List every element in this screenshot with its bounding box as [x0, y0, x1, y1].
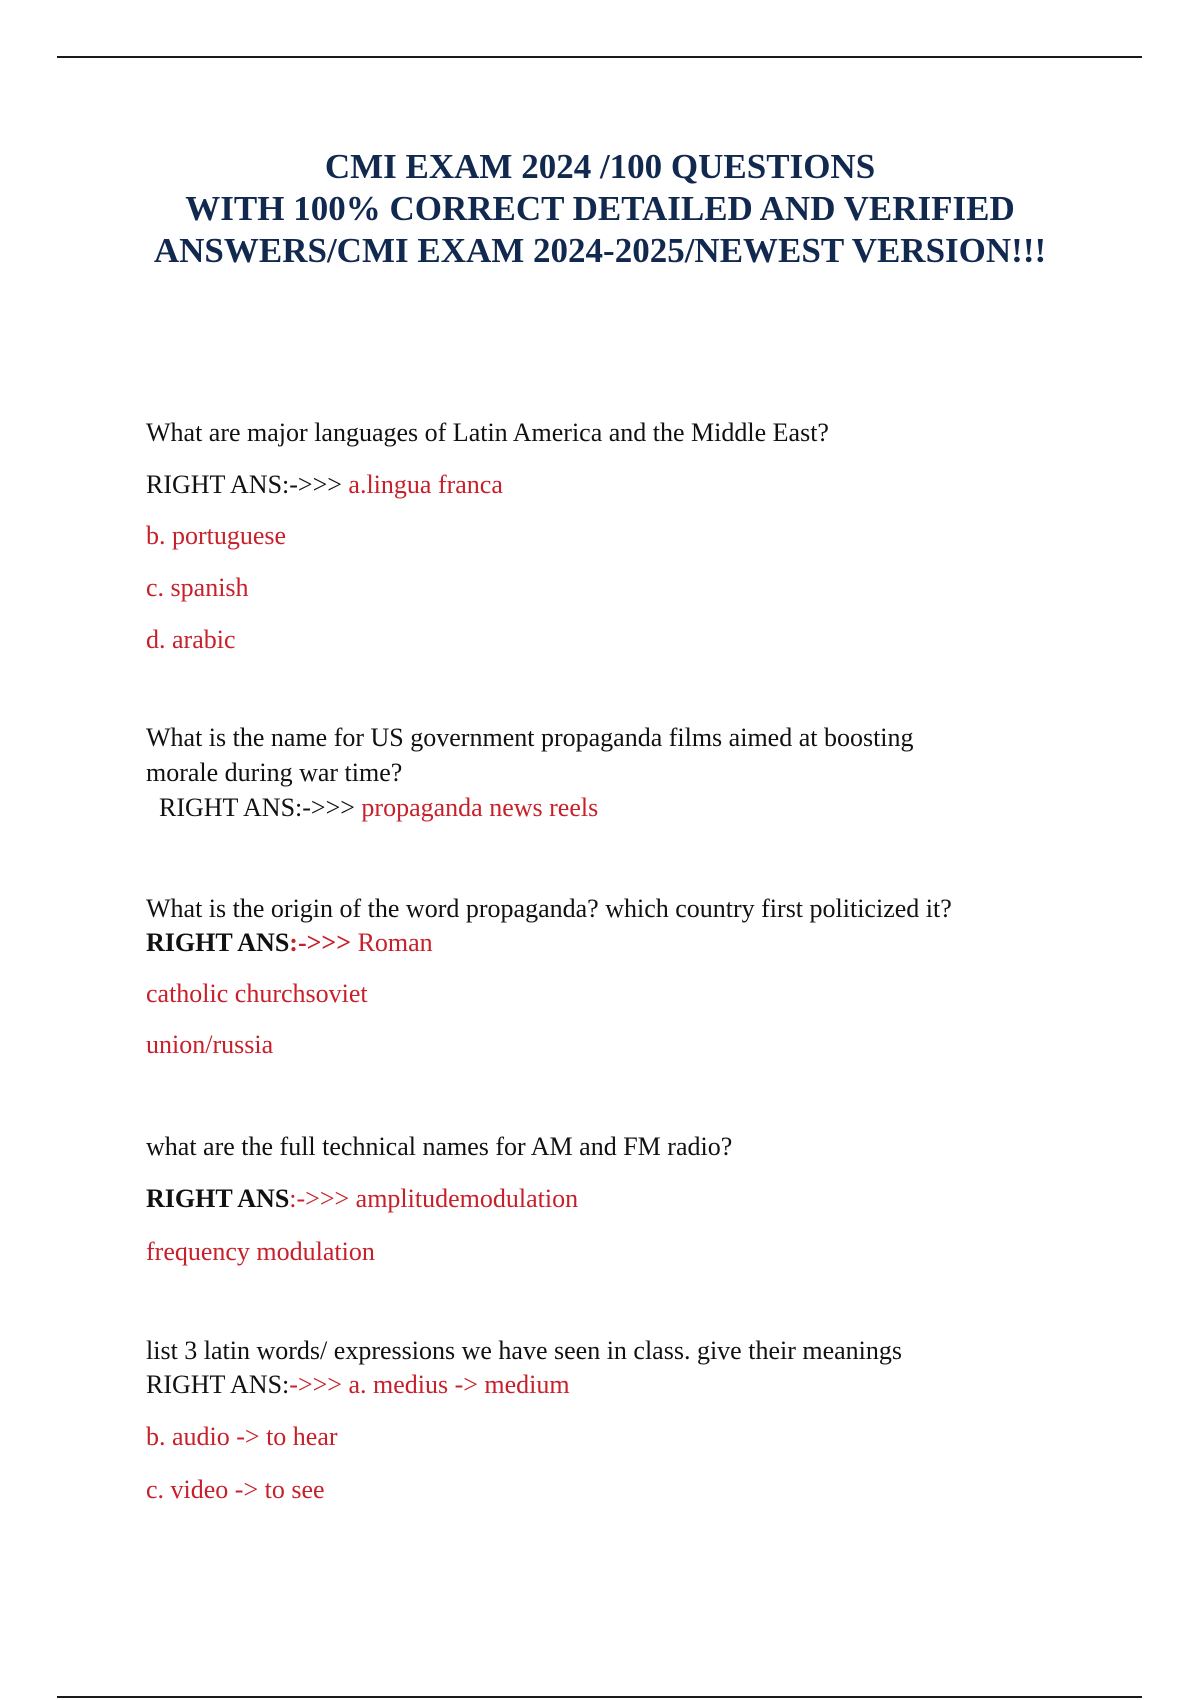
answer-text: c. video -> to see [146, 1475, 325, 1504]
answer-label: RIGHT ANS [146, 928, 290, 957]
answer-line [146, 928, 433, 958]
title-line-1: CMI EXAM 2024 /100 QUESTIONS [324, 147, 876, 186]
question-text: morale during war time? [146, 758, 403, 787]
top-rule [57, 56, 1142, 58]
question-text: list 3 latin words/ expressions we have seen in class. give their meanings [146, 1336, 903, 1365]
document-title [0, 146, 1200, 272]
question-text: What are major languages of Latin America and the Middle East? [146, 418, 829, 447]
title-line-2: WITH 100% CORRECT DETAILED AND VERIFIED [185, 189, 1015, 228]
answer-separator: ->>> [289, 1370, 342, 1399]
answer-text: frequency modulation [146, 1237, 375, 1266]
answer-text: d. arabic [146, 625, 236, 654]
answer-prefix: RIGHT ANS:->>> [159, 793, 362, 822]
answer-label: RIGHT ANS: [146, 1370, 290, 1399]
answer-text: a. medius -> medium [348, 1370, 570, 1399]
answer-text: union/russia [146, 1030, 274, 1059]
answer-prefix: RIGHT ANS:->>> [146, 470, 349, 499]
answer-text: propaganda news reels [361, 793, 599, 822]
answer-line [146, 470, 503, 500]
answer-line [146, 1184, 578, 1214]
answer-text: a.lingua franca [348, 470, 503, 499]
answer-text: b. audio -> to hear [146, 1422, 338, 1451]
bottom-rule [57, 1696, 1142, 1698]
answer-line [146, 1370, 570, 1400]
question-text: what are the full technical names for AM and FM radio? [146, 1132, 733, 1161]
answer-line [159, 793, 598, 823]
answer-text: c. spanish [146, 573, 249, 602]
answer-text: Roman [357, 928, 433, 957]
question-text: What is the name for US government propaganda films aimed at boosting [146, 723, 914, 752]
answer-separator: :->>> [289, 928, 352, 957]
title-line-3: ANSWERS/CMI EXAM 2024-2025/NEWEST VERSION!!! [153, 231, 1047, 270]
question-text: What is the origin of the word propaganda? which country first politicized it? [146, 894, 952, 923]
answer-label: RIGHT ANS [146, 1184, 290, 1213]
answer-text: b. portuguese [146, 521, 287, 550]
answer-text: catholic churchsoviet [146, 979, 368, 1008]
answer-text: amplitudemodulation [355, 1184, 579, 1213]
answer-separator: :->>> [289, 1184, 350, 1213]
